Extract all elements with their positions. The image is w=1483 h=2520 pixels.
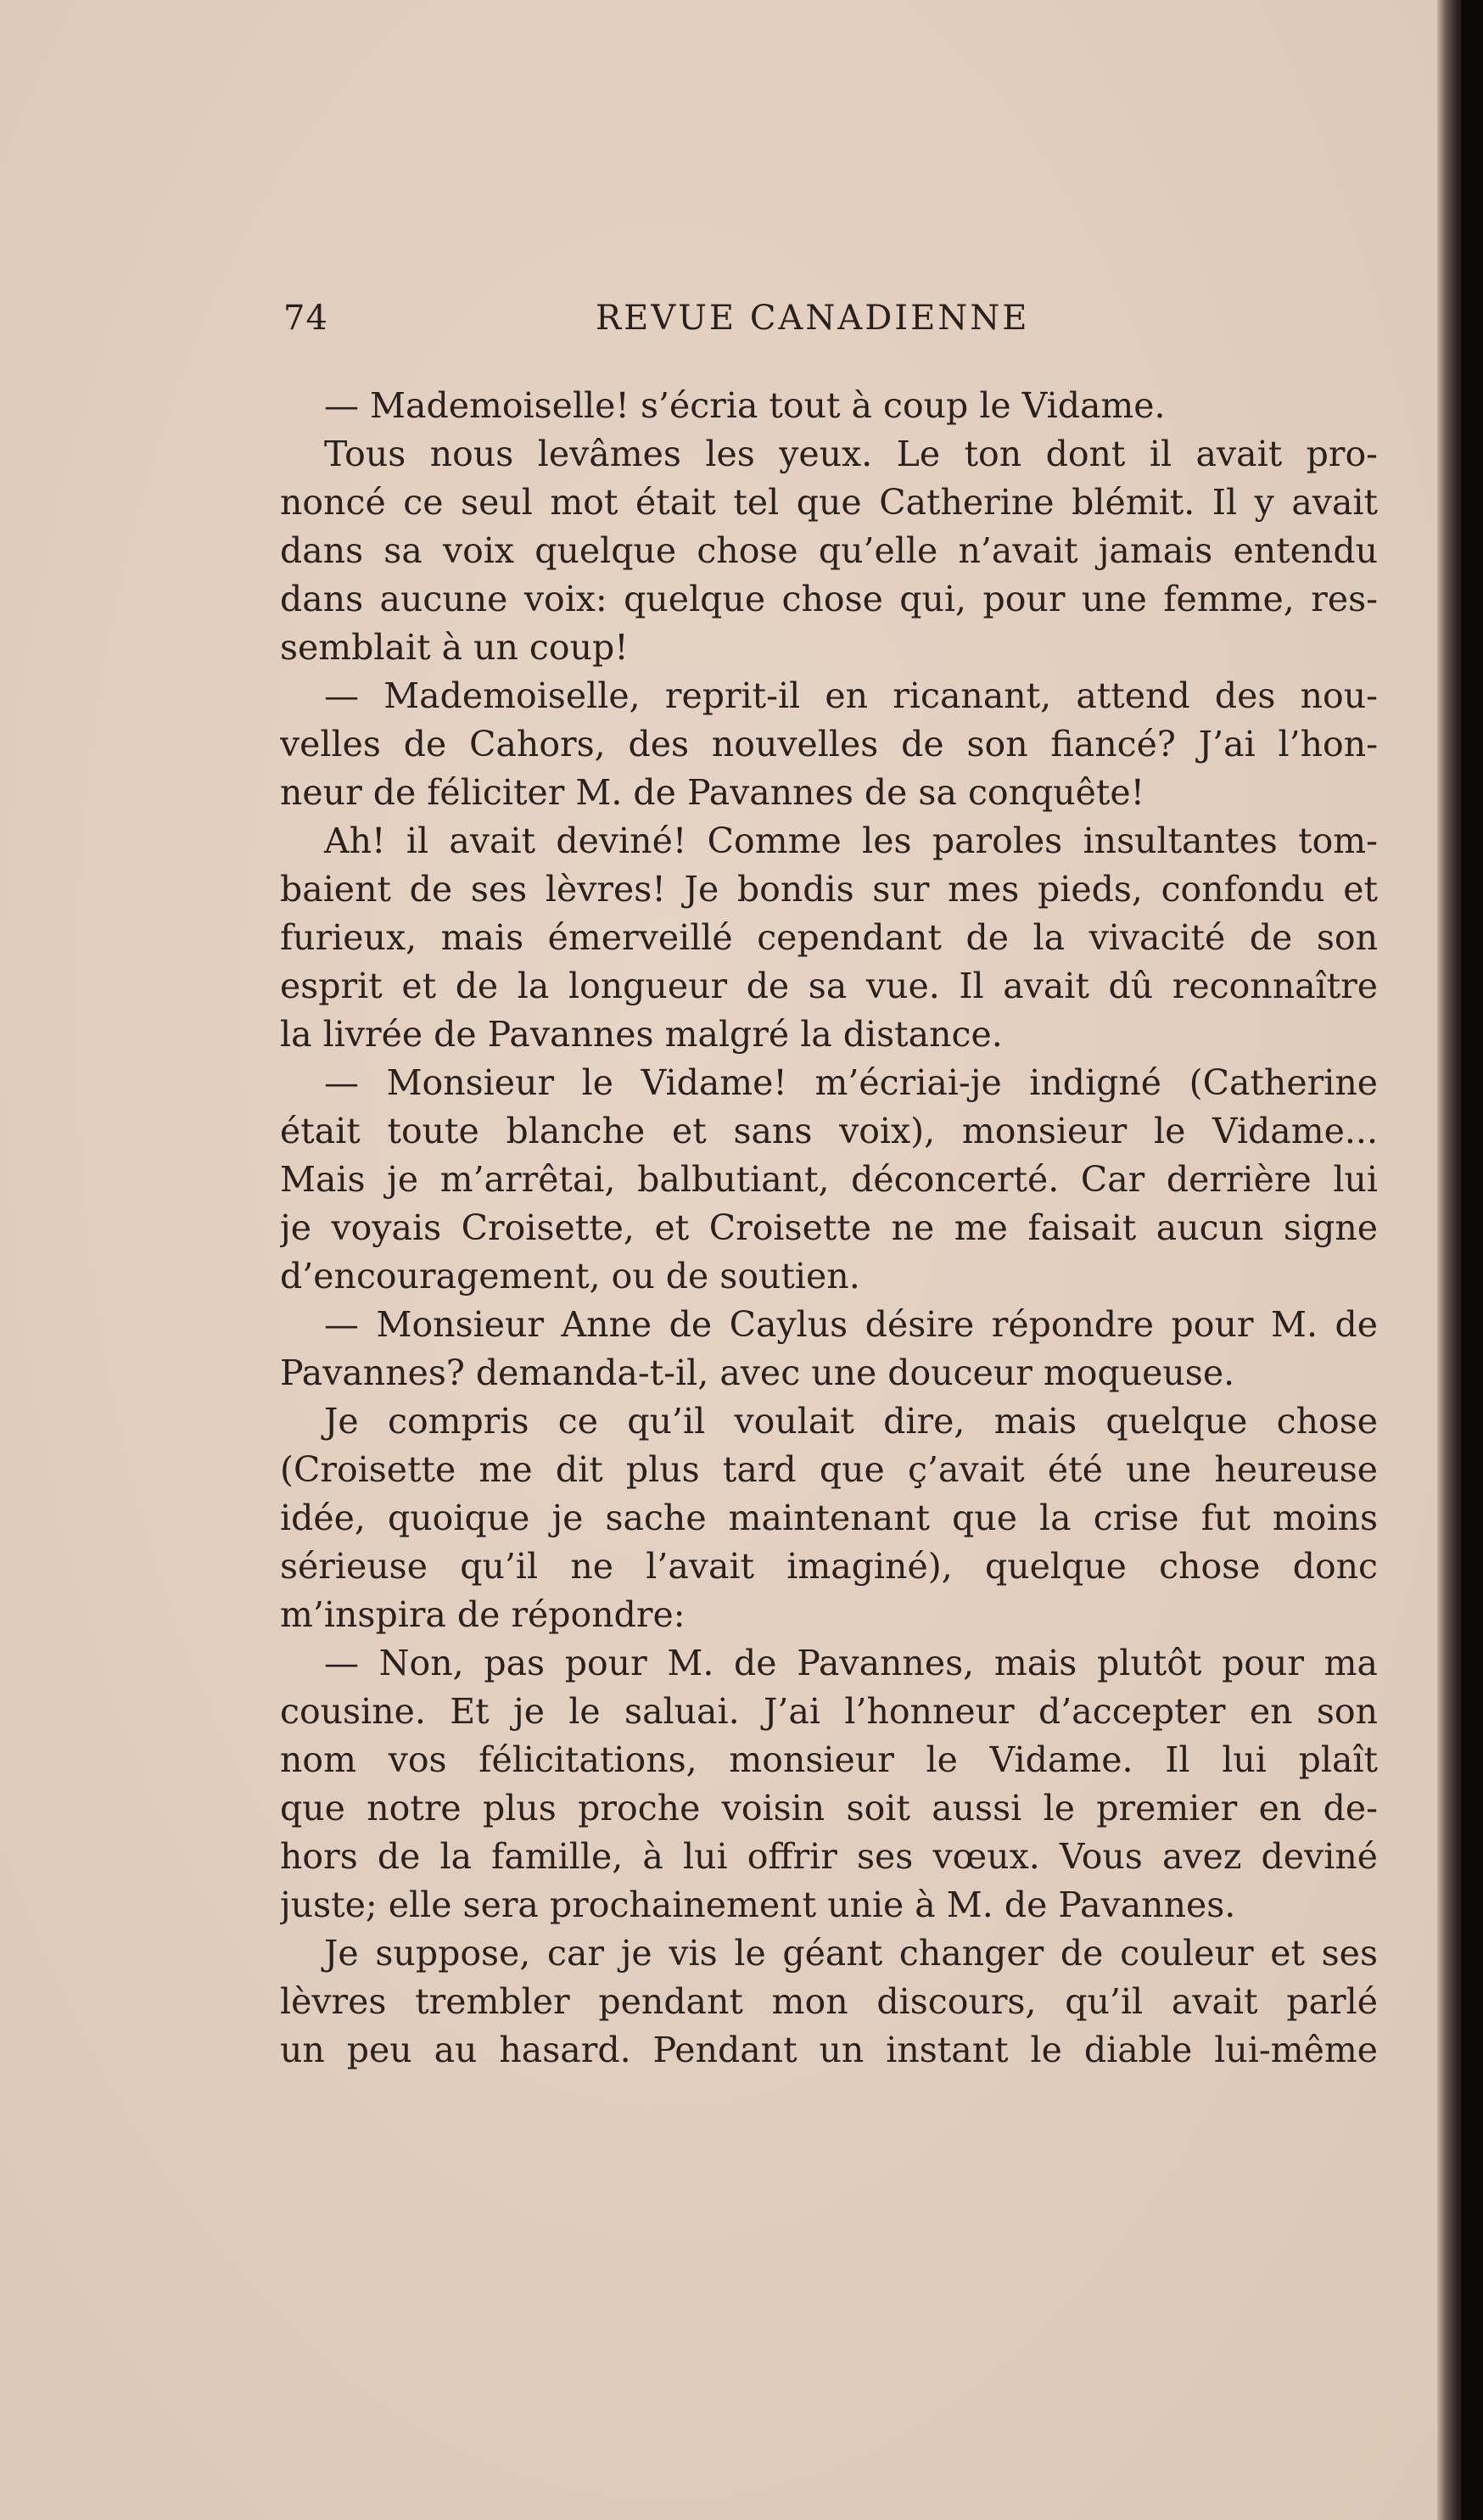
- text-line: — Monsieur Anne de Caylus désire répondre pour M. de: [324, 1304, 1378, 1345]
- text-line: lèvres trembler pendant mon discours, qu’il avait parlé: [280, 1981, 1378, 2022]
- text-line: neur de féliciter M. de Pavannes de sa conquête!: [280, 772, 1145, 813]
- page-number: 74: [283, 299, 328, 338]
- text-line: d’encouragement, ou de soutien.: [280, 1256, 860, 1296]
- text-line: un peu au hasard. Pendant un instant le diable lui-même: [280, 2030, 1378, 2070]
- text-line: Je compris ce qu’il voulait dire, mais quelque chose: [324, 1401, 1378, 1442]
- text-line: était toute blanche et sans voix), monsieur le Vidame...: [280, 1111, 1378, 1151]
- text-line: — Non, pas pour M. de Pavannes, mais plutôt pour ma: [324, 1643, 1378, 1683]
- text-line: Ah! il avait deviné! Comme les paroles insultantes tom-: [324, 820, 1378, 861]
- text-line: m’inspira de répondre:: [280, 1594, 686, 1635]
- text-line: Tous nous levâmes les yeux. Le ton dont il avait pro-: [324, 434, 1378, 474]
- text-line: esprit et de la longueur de sa vue. Il avait dû reconnaître: [280, 966, 1378, 1006]
- running-header: [283, 299, 1378, 346]
- text-line: cousine. Et je le saluai. J’ai l’honneur d’accepter en son: [280, 1691, 1378, 1732]
- text-line: nom vos félicitations, monsieur le Vidame. Il lui plaît: [280, 1739, 1378, 1780]
- text-line: idée, quoique je sache maintenant que la crise fut moins: [280, 1498, 1378, 1538]
- book-spine-edge: [1461, 0, 1483, 2520]
- text-line: — Monsieur le Vidame! m’écriai-je indigné (Catherine: [324, 1062, 1378, 1103]
- book-spine-shadow: [1437, 0, 1483, 2520]
- text-line: velles de Cahors, des nouvelles de son fiancé? J’ai l’hon-: [280, 724, 1378, 764]
- text-line: juste; elle sera prochainement unie à M. de Pavannes.: [280, 1884, 1236, 1925]
- text-line: Pavannes? demanda-t-il, avec une douceur moqueuse.: [280, 1352, 1235, 1393]
- text-line: hors de la famille, à lui offrir ses vœux. Vous avez deviné: [280, 1836, 1378, 1877]
- text-line: noncé ce seul mot était tel que Catherine blémit. Il y avait: [280, 482, 1378, 523]
- text-line: dans sa voix quelque chose qu’elle n’avait jamais entendu: [280, 530, 1378, 571]
- running-title: REVUE CANADIENNE: [596, 299, 1030, 338]
- text-line: je voyais Croisette, et Croisette ne me faisait aucun signe: [280, 1207, 1378, 1248]
- body-text: [280, 382, 1378, 2075]
- text-line: baient de ses lèvres! Je bondis sur mes pieds, confondu et: [280, 869, 1378, 910]
- text-line: (Croisette me dit plus tard que ç’avait été une heureuse: [280, 1449, 1378, 1490]
- text-line: la livrée de Pavannes malgré la distance.: [280, 1014, 1003, 1055]
- text-line: que notre plus proche voisin soit aussi le premier en de-: [280, 1788, 1378, 1828]
- text-line: furieux, mais émerveillé cependant de la vivacité de son: [280, 917, 1378, 958]
- text-line: sérieuse qu’il ne l’avait imaginé), quelque chose donc: [280, 1546, 1378, 1587]
- text-line: dans aucune voix: quelque chose qui, pour une femme, res-: [280, 579, 1378, 619]
- text-line: semblait à un coup!: [280, 627, 629, 668]
- text-line: — Mademoiselle! s’écria tout à coup le Vidame.: [324, 385, 1166, 426]
- text-line: Je suppose, car je vis le géant changer de couleur et ses: [324, 1933, 1378, 1974]
- text-line: — Mademoiselle, reprit-il en ricanant, attend des nou-: [324, 675, 1378, 716]
- text-line: Mais je m’arrêtai, balbutiant, déconcerté. Car derrière lui: [280, 1159, 1378, 1200]
